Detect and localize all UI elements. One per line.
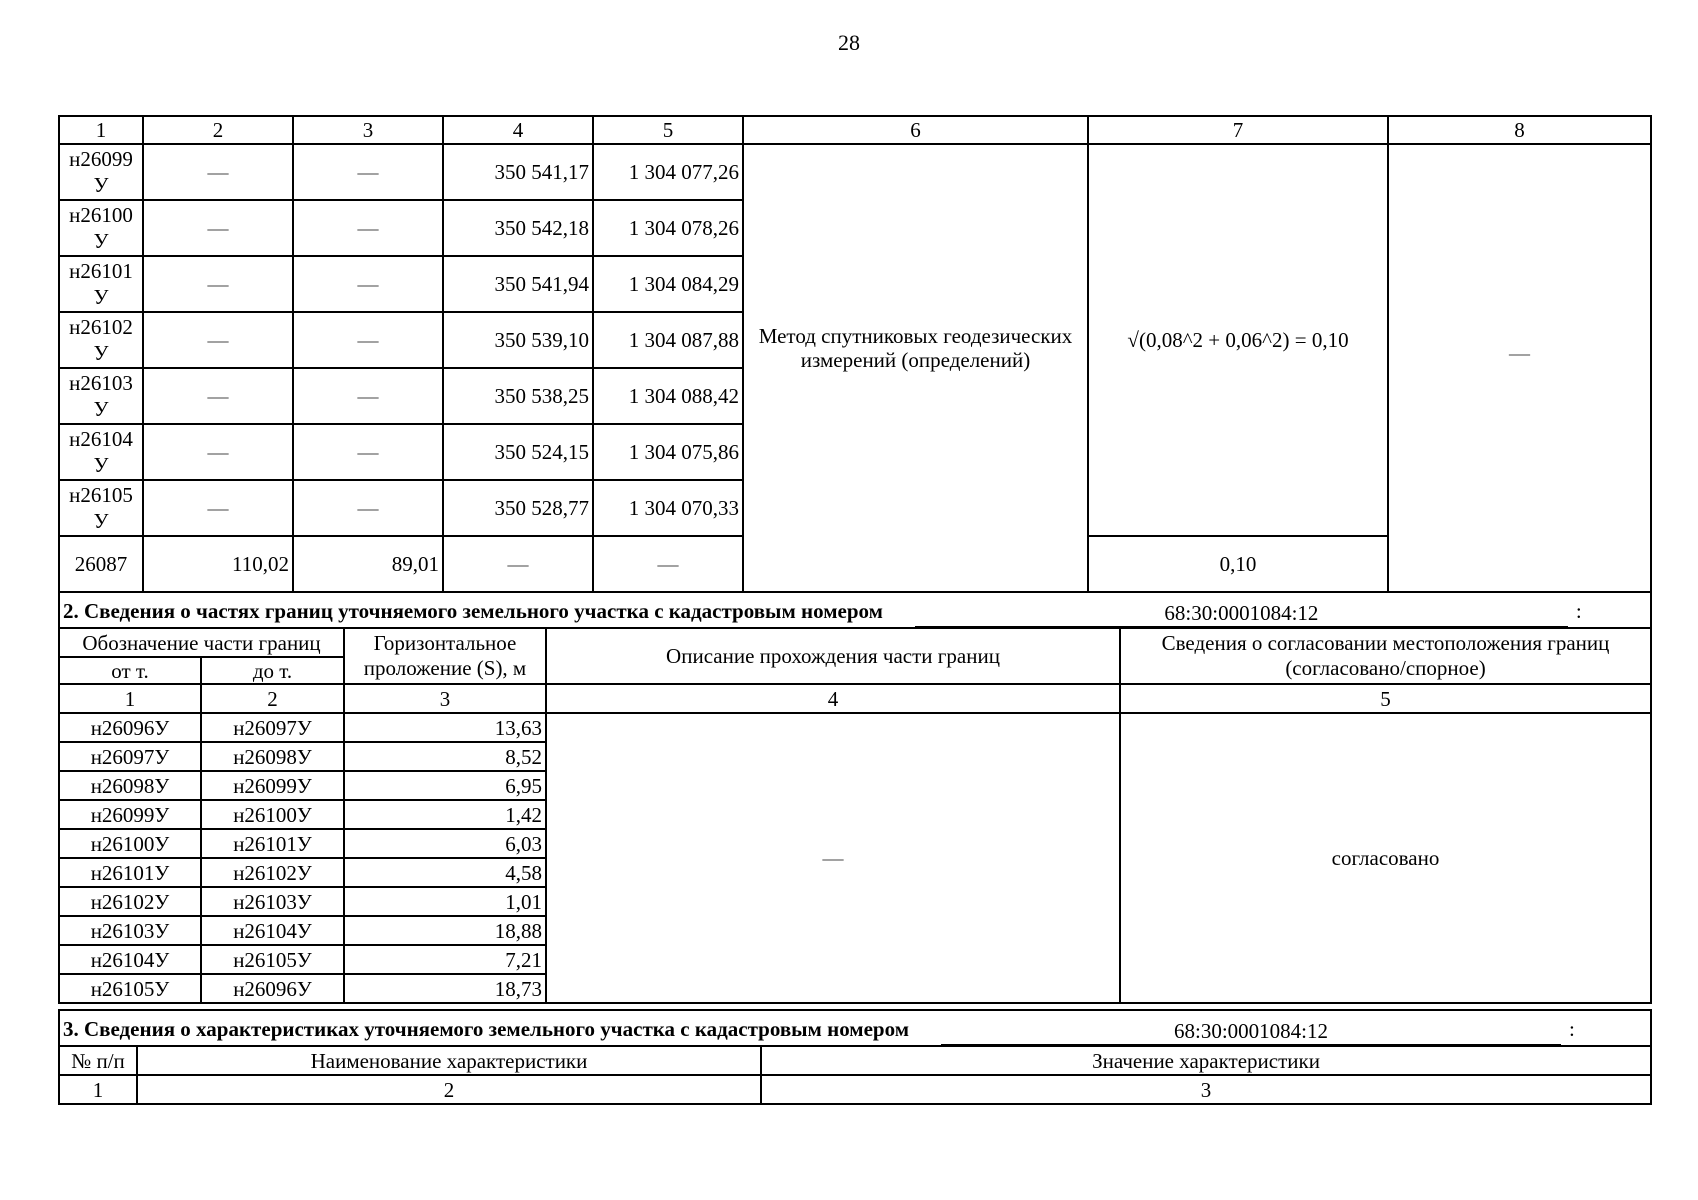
to-point: н26101У [201,829,344,858]
table-row [59,713,1651,742]
column-number: 3 [761,1075,1651,1104]
cell-value: — [293,480,443,536]
to-point: н26097У [201,713,344,742]
to-point: н26096У [201,974,344,1003]
from-point: н26104У [59,945,201,974]
from-point: н26103У [59,916,201,945]
from-point: н26102У [59,887,201,916]
description-value: — [546,713,1120,1003]
header-row [59,628,1651,657]
column-number: 3 [293,116,443,144]
from-point: н26096У [59,713,201,742]
section-2-block [58,591,1650,1004]
to-point: н26098У [201,742,344,771]
column-8-value: — [1388,144,1651,592]
section-2-title: 2. Сведения о частях границ уточняемого земельного участка с кадастровым номером [63,598,883,623]
cell-value: — [143,424,293,480]
column-number-row [59,1075,1651,1104]
section-3-table [58,1009,1652,1105]
header-horizontal: Горизонтальное проложение (S), м [344,628,546,684]
from-point: н26101У [59,858,201,887]
cell-value: — [143,368,293,424]
point-designation: н26102 У [59,312,143,368]
point-designation: н26104 У [59,424,143,480]
coordinate-y: 1 304 077,26 [593,144,743,200]
from-point: н26100У [59,829,201,858]
header-value: Значение характеристики [761,1046,1651,1075]
point-designation: н26103 У [59,368,143,424]
column-number: 2 [143,116,293,144]
cell-value: — [143,144,293,200]
method-cell: Метод спутниковых геодезических измерений (определений) [743,144,1088,592]
header-name: Наименование характеристики [137,1046,761,1075]
coordinate-x: 350 528,77 [443,480,593,536]
coordinate-x: 350 538,25 [443,368,593,424]
coordinate-y: 1 304 084,29 [593,256,743,312]
section-title-row [59,592,1651,628]
coordinate-y: — [593,536,743,592]
page-number: 28 [838,30,860,55]
section-2-table [58,591,1652,1004]
coordinate-y: 1 304 087,88 [593,312,743,368]
coordinate-y: 1 304 078,26 [593,200,743,256]
cell-value: 110,02 [143,536,293,592]
horizontal-distance: 7,21 [344,945,546,974]
cell-value: — [143,256,293,312]
column-number: 5 [1120,684,1651,713]
column-number: 8 [1388,116,1651,144]
cell-value: — [293,256,443,312]
horizontal-distance: 1,01 [344,887,546,916]
cell-value: 89,01 [293,536,443,592]
point-designation: н26100 У [59,200,143,256]
coordinate-y: 1 304 088,42 [593,368,743,424]
column-number-row [59,116,1651,144]
colon: : [1569,1016,1575,1041]
coordinate-x: — [443,536,593,592]
cell-value: — [293,144,443,200]
coordinates-table-block [58,115,1650,593]
column-number: 6 [743,116,1088,144]
section-title-row [59,1010,1651,1046]
section-3-cadastral-number: 68:30:0001084:12 [941,1019,1561,1045]
column-number: 1 [59,1075,137,1104]
section-3-block [58,1009,1650,1105]
coordinate-x: 350 541,94 [443,256,593,312]
column-number: 7 [1088,116,1388,144]
header-to: до т. [201,657,344,684]
to-point: н26104У [201,916,344,945]
from-point: н26097У [59,742,201,771]
accuracy-value: 0,10 [1088,536,1388,592]
horizontal-distance: 6,95 [344,771,546,800]
coordinate-x: 350 539,10 [443,312,593,368]
cell-value: — [293,424,443,480]
horizontal-distance: 6,03 [344,829,546,858]
to-point: н26099У [201,771,344,800]
horizontal-distance: 13,63 [344,713,546,742]
column-number: 5 [593,116,743,144]
table-row [59,144,1651,200]
from-point: н26099У [59,800,201,829]
column-number-row [59,684,1651,713]
header-from: от т. [59,657,201,684]
to-point: н26100У [201,800,344,829]
horizontal-distance: 18,88 [344,916,546,945]
horizontal-distance: 1,42 [344,800,546,829]
to-point: н26102У [201,858,344,887]
horizontal-distance: 4,58 [344,858,546,887]
cell-value: — [293,368,443,424]
horizontal-distance: 8,52 [344,742,546,771]
section-2-cadastral-number: 68:30:0001084:12 [915,601,1568,627]
column-number: 1 [59,116,143,144]
to-point: н26105У [201,945,344,974]
column-number: 2 [201,684,344,713]
column-number: 4 [443,116,593,144]
to-point: н26103У [201,887,344,916]
coordinate-x: 350 541,17 [443,144,593,200]
header-description: Описание прохождения части границ [546,628,1120,684]
from-point: н26105У [59,974,201,1003]
point-designation: н26105 У [59,480,143,536]
coordinate-x: 350 542,18 [443,200,593,256]
column-number: 2 [137,1075,761,1104]
column-number: 3 [344,684,546,713]
column-number: 1 [59,684,201,713]
horizontal-distance: 18,73 [344,974,546,1003]
cell-value: — [143,480,293,536]
cell-value: — [143,200,293,256]
coordinate-y: 1 304 075,86 [593,424,743,480]
cell-value: — [143,312,293,368]
point-designation: 26087 [59,536,143,592]
column-number: 4 [546,684,1120,713]
agreement-value: согласовано [1120,713,1651,1003]
cell-value: — [293,312,443,368]
accuracy-formula: √(0,08^2 + 0,06^2) = 0,10 [1088,144,1388,536]
header-num: № п/п [59,1046,137,1075]
point-designation: н26101 У [59,256,143,312]
coordinates-table [58,115,1652,593]
header-designation: Обозначение части границ [59,628,344,657]
point-designation: н26099 У [59,144,143,200]
section-3-title: 3. Сведения о характеристиках уточняемого земельного участка с кадастровым номером [63,1016,910,1041]
colon: : [1575,598,1582,623]
cell-value: — [293,200,443,256]
coordinate-x: 350 524,15 [443,424,593,480]
coordinate-y: 1 304 070,33 [593,480,743,536]
header-agreement: Сведения о согласовании местоположения границ (согласовано/спорное) [1120,628,1651,684]
from-point: н26098У [59,771,201,800]
header-row [59,1046,1651,1075]
